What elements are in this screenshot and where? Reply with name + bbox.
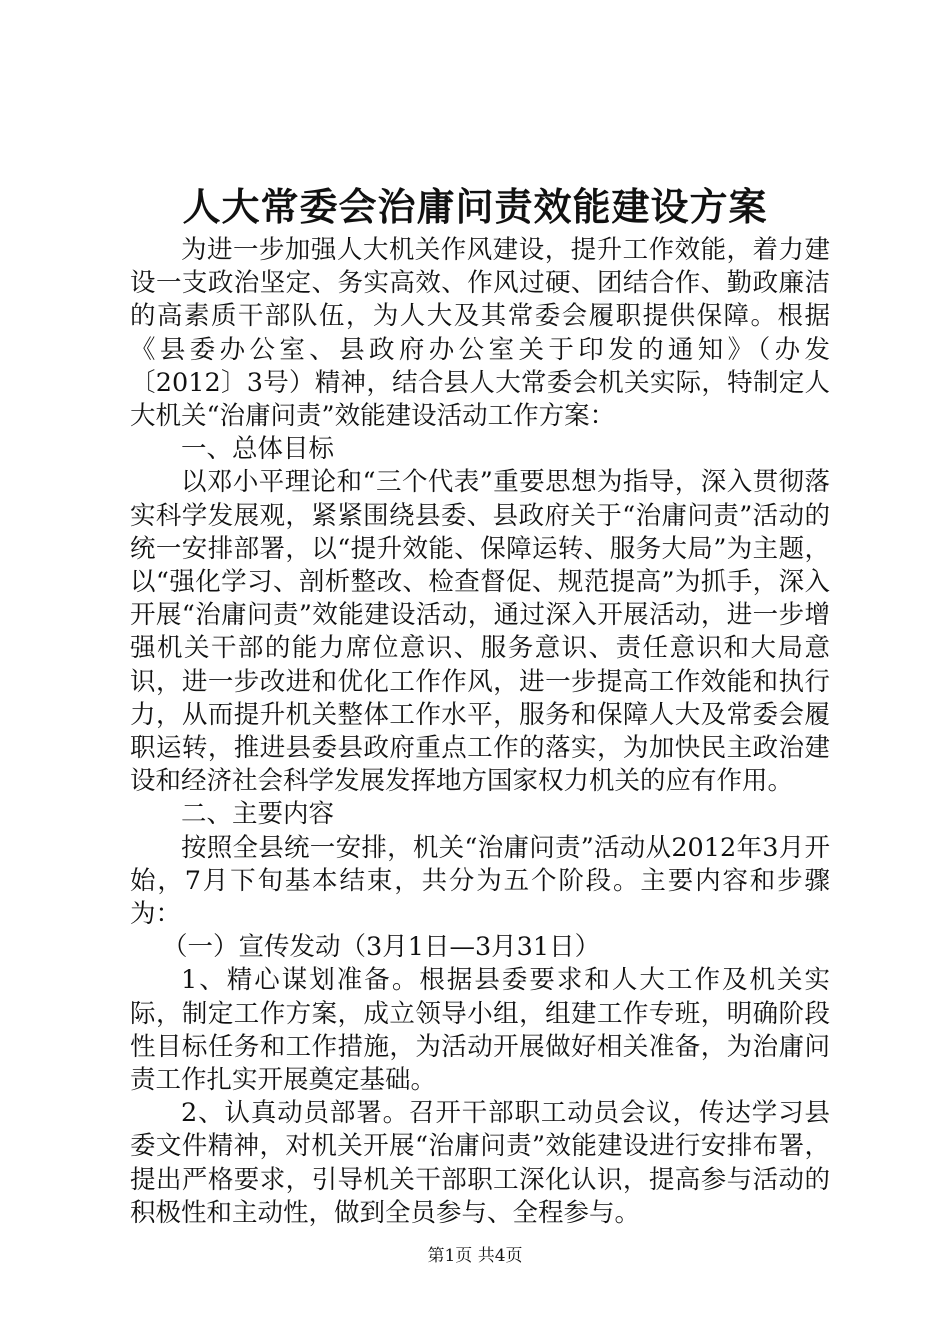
overall-goal-paragraph: 以邓小平理论和“三个代表”重要思想为指导，深入贯彻落实科学发展观，紧紧围绕县委、县政府关于“治庸问责”活动的统一安排部署，以“提升效能、保障运转、服务大局”为主题，以“强化学习、剖析整改、检查督促、规范提高”为抓手，深入开展“治庸问责”效能建设活动，通过深入开展活动，进一步增强机关干部的能力席位意识、服务意识、责任意识和大局意识，进一步改进和优化工作作风，进一步提高工作效能和执行力，从而提升机关整体工作水平，服务和保障人大及常委会履职运转，推进县委县政府重点工作的落实，为加快民主政治建设和经济社会科学发展发挥地方国家权力机关的应有作用。 — [130, 467, 830, 797]
main-content-paragraph: 按照全县统一安排，机关“治庸问责”活动从2012年3月开始，7月下旬基本结束，共分为五个阶段。主要内容和步骤为： — [130, 832, 830, 930]
subsection-heading-publicity: （一）宣传发动（3月1日—3月31日） — [162, 932, 601, 963]
item-paragraph-preparation: 1、精心谋划准备。根据县委要求和人大工作及机关实际，制定工作方案，成立领导小组，组建工作专班，明确阶段性目标任务和工作措施，为活动开展做好相关准备，为治庸问责工作扎实开展奠定基础。 — [130, 965, 830, 1096]
intro-paragraph: 为进一步加强人大机关作风建设，提升工作效能，着力建设一支政治坚定、务实高效、作风过硬、团结合作、勤政廉洁的高素质干部队伍，为人大及其常委会履职提供保障。根据《县委办公室、县政府办公室关于印发的通知》（办发〔2012〕3号）精神，结合县人大常委会机关实际，特制定人大机关“治庸问责”效能建设活动工作方案： — [130, 235, 830, 432]
document-body — [130, 234, 830, 1230]
document-title: 人大常委会治庸问责效能建设方案 — [182, 184, 768, 229]
item-paragraph-mobilization: 2、认真动员部署。召开干部职工动员会议，传达学习县委文件精神，对机关开展“治庸问责”效能建设进行安排布署，提出严格要求，引导机关干部职工深化认识，提高参与活动的积极性和主动性，做到全员参与、全程参与。 — [130, 1098, 830, 1228]
section-heading-main-content: 二、主要内容 — [181, 799, 335, 830]
page-number-footer: 第1页 共4页 — [427, 1246, 523, 1266]
section-heading-overall-goal: 一、总体目标 — [181, 434, 335, 465]
